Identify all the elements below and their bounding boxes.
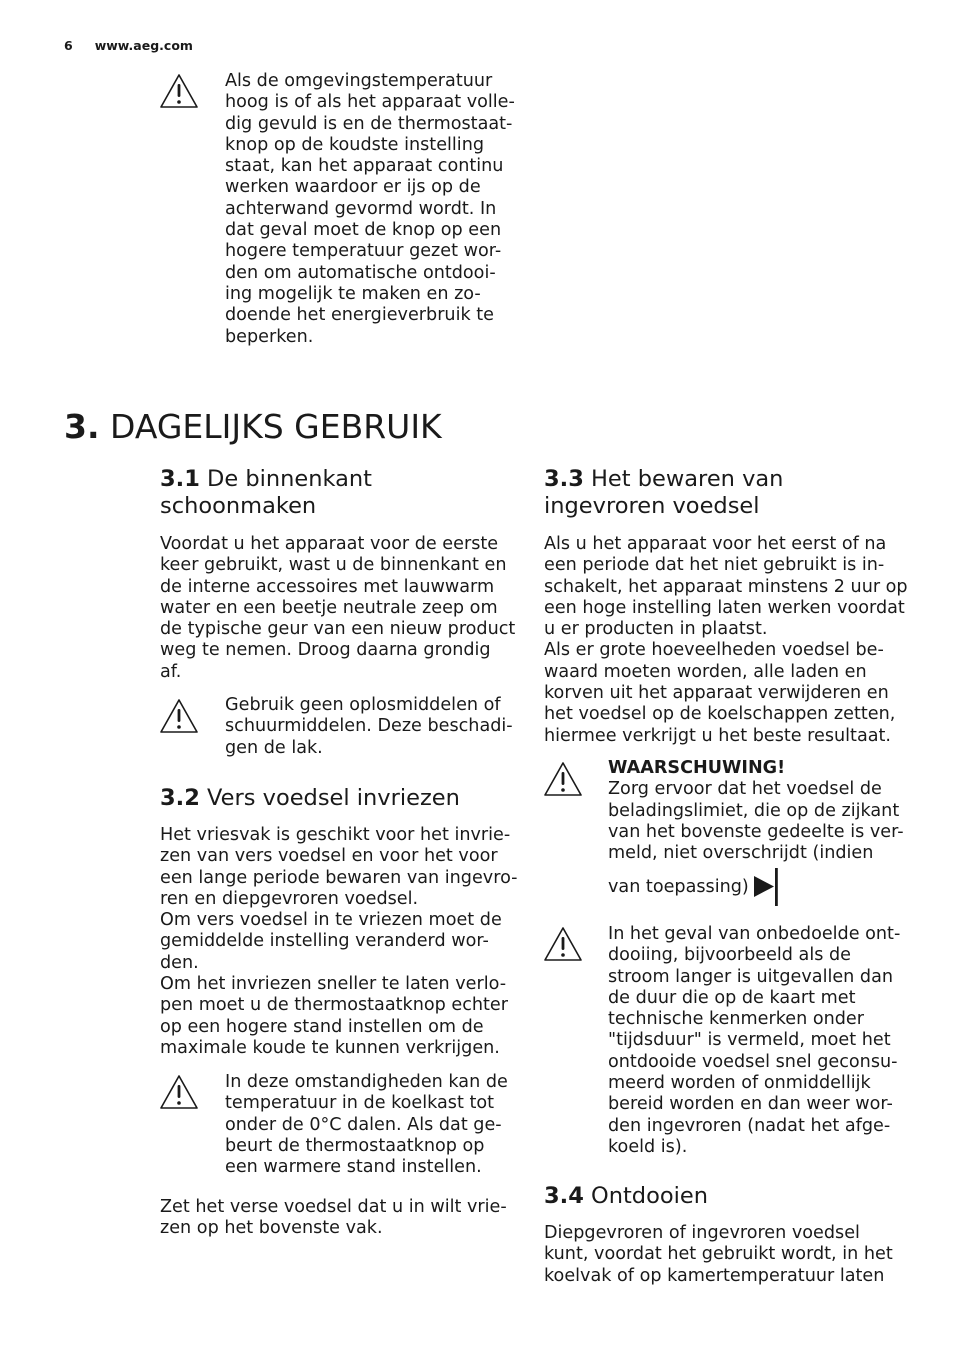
section-3-3-body: Als u het apparaat voor het eerst of na een periode dat het niet gebruikt is in- schakelt, het apparaat minstens 2 uur op een hoge instelling laten werken voordat u er producten in plaatst. Als er grote hoeveelheden voedsel be- waard moeten worden, alle laden en korven uit het apparaat verwijderen en het voedsel op de koelschappen zetten, hiermee verkrijgt u het beste resultaat.: [544, 534, 908, 746]
warning-triangle-icon: [543, 926, 583, 962]
section-3-2-after-text: Zet het verse voedsel dat u in wilt vrie- zen op het bovenste vak.: [160, 1197, 507, 1239]
load-limit-marker-icon: [753, 868, 781, 906]
section-3-1-heading: 3.1 De binnenkant schoonmaken: [160, 466, 372, 519]
warning-1-last-line: van toepassing): [608, 868, 781, 906]
page-number: 6: [64, 38, 73, 53]
section-3-2-heading: 3.2 Vers voedsel invriezen: [160, 785, 460, 811]
chapter-title: 3. DAGELIJKS GEBRUIK: [64, 407, 442, 446]
warning-triangle-icon: [159, 698, 199, 734]
section-3-1-warning: Gebruik geen oplosmiddelen of schuurmiddelen. Deze beschadi- gen de lak.: [225, 695, 513, 758]
section-3-4-body: Diepgevroren of ingevroren voedsel kunt, voordat het gebruikt wordt, in het koelvak of op kamertemperatuur laten: [544, 1223, 893, 1286]
section-3-2-body: Het vriesvak is geschikt voor het invrie- zen van vers voedsel en voor het voor een lange periode bewaren van ingevro- ren en diepgevroren voedsel. Om vers voedsel in te vriezen moet de gemiddelde instelling veranderd wor- den. Om het invriezen sneller te laten verlo- pen moet u de thermostaatknop echter op een hogere stand instellen om de maximale koude te kunnen verkrijgen.: [160, 825, 518, 1058]
section-3-1-body: Voordat u het apparaat voor de eerste keer gebruikt, wast u de binnenkant en de interne accessoires met lauwwarm water en een beetje neutrale zeep om de typische geur van een nieuw product weg te nemen. Droog daarna grondig af.: [160, 534, 516, 682]
warning-title: WAARSCHUWING!: [608, 758, 786, 778]
section-3-3-heading: 3.3 Het bewaren van ingevroren voedsel: [544, 466, 784, 519]
section-3-3-warning-2: In het geval van onbedoelde ont- dooiing, bijvoorbeeld als de stroom langer is uitgevallen dan de duur die op de kaart met technische kenmerken onder "tijdsduur" is vermeld, moet het ontdooide voedsel snel geconsu- meerd worden of onmiddellijk bereid worden en dan weer wor- den ingevroren (nadat het afge- koeld is).: [608, 924, 901, 1157]
warning-triangle-icon: [543, 761, 583, 797]
section-3-2-warning: In deze omstandigheden kan de temperatuur in de koelkast tot onder de 0°C dalen. Als dat ge- beurt de thermostaatknop op een warmere stand instellen.: [225, 1072, 508, 1178]
section-3-4-heading: 3.4 Ontdooien: [544, 1183, 708, 1209]
page-header: [64, 38, 193, 53]
header-url: www.aeg.com: [94, 38, 193, 53]
warning-triangle-icon: [159, 73, 199, 109]
warning-triangle-icon: [159, 1074, 199, 1110]
section-3-3-warning-1: WAARSCHUWING! Zorg ervoor dat het voedsel de beladingslimiet, die op de zijkant van het bovenste gedeelte is ver- meld, niet overschrijdt (indien: [608, 758, 904, 864]
top-warning-text: Als de omgevingstemperatuur hoog is of als het apparaat volle- dig gevuld is en de thermostaat- knop op de koudste instelling staat, kan het apparaat continu werken waardoor er ijs op de achterwand gevormd wordt. In dat geval moet de knop op een hogere temperatuur gezet wor- den om automatische ontdooi- ing mogelijk te maken en zo- doende het energieverbruik te beperken.: [225, 71, 515, 347]
